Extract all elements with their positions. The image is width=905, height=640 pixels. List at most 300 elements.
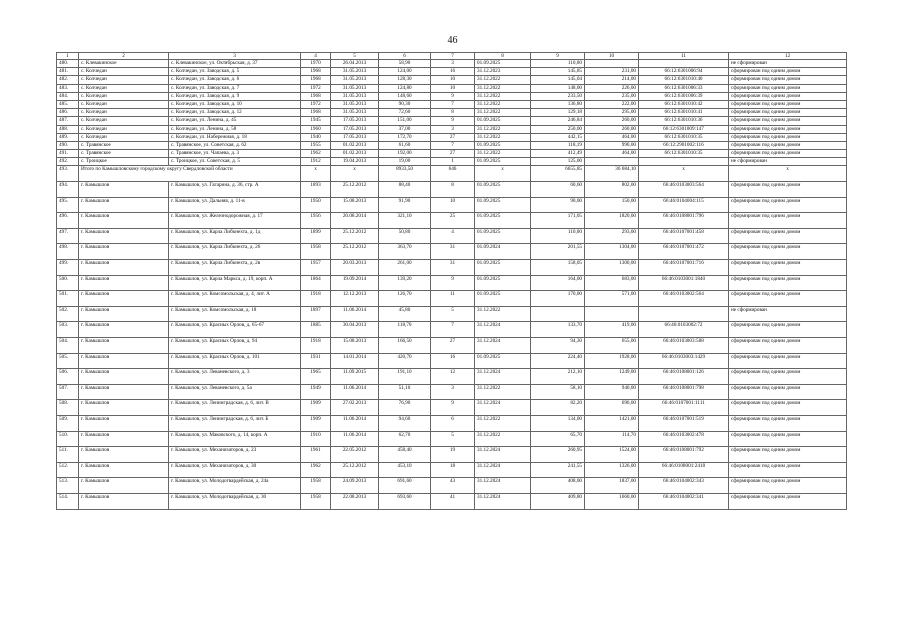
cell-year: 1968	[301, 76, 331, 84]
cell-deadline: 01.09.2025	[475, 228, 531, 244]
cell-deadline: 01.09.2025	[475, 141, 531, 149]
cell-area: 51,10	[379, 384, 431, 400]
column-header: 4	[301, 53, 331, 60]
cell-row-number: 505.	[57, 353, 79, 369]
cell-land-area	[585, 158, 639, 166]
header-row	[57, 53, 847, 60]
cell-deadline: 01.09.2025	[475, 275, 531, 291]
cell-year: 1955	[301, 141, 331, 149]
cell-land-status: сформирован под одним домом	[729, 84, 847, 92]
cell-cost: 224,40	[531, 353, 585, 369]
cell-year: 1957	[301, 260, 331, 276]
cell-land-status: сформирован под одним домом	[729, 447, 847, 463]
cell-locality: с. Колчедан	[79, 117, 169, 125]
cell-land-status: сформирован под одним домом	[729, 100, 847, 108]
cell-cadastral-number: 66:46:0103001:1840	[639, 275, 729, 291]
cell-deadline: 31.12.2022	[475, 109, 531, 117]
column-header: 1	[57, 53, 79, 60]
cell-area: 90,30	[379, 100, 431, 108]
cell-row-number: 513.	[57, 478, 79, 494]
cell-area: 166,50	[379, 337, 431, 353]
cell-cadastral-number: 66:46:0108001:796	[639, 213, 729, 229]
cell-row-number: 492.	[57, 158, 79, 166]
cell-cadastral-number	[639, 158, 729, 166]
cell-locality: г. Камышлов	[79, 322, 169, 338]
cell-year: 1893	[301, 182, 331, 198]
cell-deadline: 31.12.2024	[475, 369, 531, 385]
cell-land-status: сформирован под одним домом	[729, 197, 847, 213]
cell-deadline: 01.09.2024	[475, 244, 531, 260]
cell-locality: г. Камышлов	[79, 275, 169, 291]
cell-date: 25.12.2012	[331, 244, 379, 260]
cell-area: 172,70	[379, 133, 431, 141]
cell-residents: 5	[431, 431, 475, 447]
cell-date: 31.05.2013	[331, 68, 379, 76]
cell-locality: г. Камышлов	[79, 431, 169, 447]
cell-cadastral-number: 66:46:0104002:343	[639, 478, 729, 494]
cell-date: 17.05.2013	[331, 125, 379, 133]
table-row	[57, 76, 847, 84]
table-row	[57, 337, 847, 353]
cell-cadastral-number: 66:12:6301010:40	[639, 76, 729, 84]
cell-cadastral-number: 66:12:6301009:147	[639, 125, 729, 133]
cell-land-status: сформирован под одним домом	[729, 353, 847, 369]
cell-locality: г. Камышлов	[79, 478, 169, 494]
cell-deadline: 31.12.2022	[475, 150, 531, 158]
cell-locality: с. Колчедан	[79, 133, 169, 141]
cell-land-area: 802,00	[585, 182, 639, 198]
cell-residents: 16	[431, 68, 475, 76]
total-cell-c4: х	[301, 166, 331, 182]
cell-cost: 125,00	[531, 158, 585, 166]
cell-land-area: 1421,00	[585, 415, 639, 431]
cell-cost: 148,00	[531, 84, 585, 92]
cell-residents: 11	[431, 291, 475, 307]
cell-year: 1962	[301, 150, 331, 158]
cell-address: с. Клевакинское, ул. Октябрьская, д. 37	[169, 60, 301, 68]
cell-cadastral-number: 66:46:0103003:564	[639, 182, 729, 198]
cell-area: 192,00	[379, 150, 431, 158]
cell-row-number: 485.	[57, 100, 79, 108]
cell-residents: 10	[431, 197, 475, 213]
cell-address: г. Камышлов, ул. Карла Либкнехта, д. 2в	[169, 260, 301, 276]
cell-land-area: 940,00	[585, 384, 639, 400]
table-row	[57, 353, 847, 369]
cell-year: 1962	[301, 462, 331, 478]
cell-cost: 145,85	[531, 68, 585, 76]
cell-row-number: 499.	[57, 260, 79, 276]
cell-area: 128,30	[379, 76, 431, 84]
total-row	[57, 166, 847, 182]
cell-cadastral-number	[639, 60, 729, 68]
cell-land-status: сформирован под одним домом	[729, 150, 847, 158]
cell-date: 01.02.2013	[331, 150, 379, 158]
cell-date: 11.06.2014	[331, 306, 379, 322]
table-row	[57, 306, 847, 322]
cell-land-area: 1928,00	[585, 353, 639, 369]
table-row	[57, 478, 847, 494]
cell-cost: 145,04	[531, 76, 585, 84]
cell-land-status: сформирован под одним домом	[729, 244, 847, 260]
cell-year: 1961	[301, 447, 331, 463]
cell-land-status: не сформирован	[729, 60, 847, 68]
cell-deadline: 31.12.2024	[475, 478, 531, 494]
column-header: 7	[431, 53, 475, 60]
column-header: 9	[531, 53, 585, 60]
cell-area: 19,00	[379, 158, 431, 166]
cell-date: 11.06.2014	[331, 431, 379, 447]
cell-land-area: 1300,00	[585, 260, 639, 276]
cell-cadastral-number: 66:46:0103003:1429	[639, 353, 729, 369]
cell-row-number: 486.	[57, 109, 79, 117]
column-header: 11	[639, 53, 729, 60]
cell-year: 1972	[301, 84, 331, 92]
table-row	[57, 462, 847, 478]
cell-date: 31.05.2013	[331, 92, 379, 100]
cell-locality: г. Камышлов	[79, 384, 169, 400]
cell-cadastral-number: 66:46:0107001:472	[639, 244, 729, 260]
cell-locality: г. Камышлов	[79, 291, 169, 307]
cell-land-status: сформирован под одним домом	[729, 92, 847, 100]
cell-land-area: 1524,00	[585, 447, 639, 463]
cell-residents: 27	[431, 150, 475, 158]
cell-cost: 408,00	[531, 478, 585, 494]
cell-year: 1931	[301, 353, 331, 369]
cell-year: 1897	[301, 306, 331, 322]
cell-residents: 12	[431, 369, 475, 385]
cell-address: с. Колчедан, ул. Заводская, д. 10	[169, 100, 301, 108]
cell-cadastral-number: 66:46:0108001:126	[639, 369, 729, 385]
cell-deadline: 31.12.2022	[475, 415, 531, 431]
cell-year: 1910	[301, 431, 331, 447]
cell-row-number: 498.	[57, 244, 79, 260]
cell-locality: г. Камышлов	[79, 462, 169, 478]
table-row	[57, 291, 847, 307]
cell-residents: 7	[431, 100, 475, 108]
cell-land-area: 464,00	[585, 150, 639, 158]
table-row	[57, 493, 847, 509]
table-row	[57, 117, 847, 125]
cell-address: с. Колчедан, ул. Заводская, д. 9	[169, 92, 301, 100]
cell-year: 1950	[301, 197, 331, 213]
cell-land-area: 222,00	[585, 100, 639, 108]
page-number: 46	[447, 35, 458, 46]
cell-deadline: 01.09.2025	[475, 213, 531, 229]
cell-address: г. Камышлов, ул. Дальняя, д. 11-в	[169, 197, 301, 213]
cell-cadastral-number: 66:12:6301006:94	[639, 68, 729, 76]
cell-residents: 3	[431, 384, 475, 400]
cell-date: 30.04.2013	[331, 322, 379, 338]
cell-locality: с. Травянское	[79, 141, 169, 149]
cell-deadline: 01.09.2025	[475, 353, 531, 369]
cell-cadastral-number: 66:12:6301006:33	[639, 84, 729, 92]
cell-cost: 171,05	[531, 213, 585, 229]
cell-address: г. Камышлов, ул. Железнодорожная, д. 17	[169, 213, 301, 229]
cell-row-number: 495.	[57, 197, 79, 213]
cell-cost: 110,00	[531, 60, 585, 68]
table-row	[57, 109, 847, 117]
cell-area: 148,60	[379, 92, 431, 100]
cell-area: 76,90	[379, 400, 431, 416]
cell-land-area: 1249,00	[585, 369, 639, 385]
cell-cost: 118,19	[531, 141, 585, 149]
cell-land-status: не сформирован	[729, 158, 847, 166]
cell-date: 11.06.2014	[331, 384, 379, 400]
cell-address: с. Колчедан, ул. Ленина, д. 58	[169, 125, 301, 133]
cell-land-area: 231,00	[585, 68, 639, 76]
cell-date: 14.01.2014	[331, 353, 379, 369]
cell-date: 22.08.2013	[331, 493, 379, 509]
cell-land-area: 114,70	[585, 431, 639, 447]
cell-cadastral-number: 66:12:6301006:39	[639, 92, 729, 100]
cell-area: 91,90	[379, 197, 431, 213]
cell-cost: 60,60	[531, 182, 585, 198]
cell-address: г. Камышлов, ул. Комсомольская, д. 4, лит. А	[169, 291, 301, 307]
cell-row-number: 497.	[57, 228, 79, 244]
cell-cadastral-number: 66:12:6301010:42	[639, 100, 729, 108]
cell-residents: 43	[431, 478, 475, 494]
cell-row-number: 507.	[57, 384, 79, 400]
cell-land-area: 260,00	[585, 125, 639, 133]
cell-address: г. Камышлов, ул. Карла Маркса, д. 19, корп. А	[169, 275, 301, 291]
cell-cadastral-number: 66:46:0108001:792	[639, 447, 729, 463]
cell-land-status: сформирован под одним домом	[729, 117, 847, 125]
cell-date: 11.09.2015	[331, 369, 379, 385]
cell-address: с. Колчедан, ул. Заводская, д. 5	[169, 68, 301, 76]
cell-deadline: 01.09.2025	[475, 182, 531, 198]
cell-address: г. Камышлов, ул. Карла Либкнехта, д. 26	[169, 244, 301, 260]
table-row	[57, 150, 847, 158]
cell-locality: г. Камышлов	[79, 493, 169, 509]
cell-land-status: сформирован под одним домом	[729, 322, 847, 338]
cell-land-status: сформирован под одним домом	[729, 478, 847, 494]
cell-row-number: 503.	[57, 322, 79, 338]
cell-cadastral-number: 66:12:2901002:116	[639, 141, 729, 149]
cell-locality: г. Камышлов	[79, 228, 169, 244]
cell-land-area: 1326,00	[585, 462, 639, 478]
cell-land-area: 696,00	[585, 400, 639, 416]
cell-cadastral-number: 66:46:0107001:716	[639, 260, 729, 276]
cell-area: 321,10	[379, 213, 431, 229]
cell-address: г. Камышлов, ул. Ленинградская, д. 6, лит. Б	[169, 415, 301, 431]
cell-deadline: 31.12.2024	[475, 447, 531, 463]
cell-land-area: 683,00	[585, 275, 639, 291]
total-cell-c10: 36 684,10	[585, 166, 639, 182]
cell-cost: 246,84	[531, 117, 585, 125]
cell-cost: 170,00	[531, 291, 585, 307]
column-header: 10	[585, 53, 639, 60]
cell-area: 139,20	[379, 275, 431, 291]
table-row	[57, 158, 847, 166]
cell-deadline: 31.12.2023	[475, 68, 531, 76]
cell-land-area: 1820,00	[585, 213, 639, 229]
cell-deadline: 01.09.2025	[475, 260, 531, 276]
total-cell-c11: х	[639, 166, 729, 182]
cell-cadastral-number	[639, 306, 729, 322]
cell-cost: 129,18	[531, 109, 585, 117]
cell-deadline: 31.12.2024	[475, 337, 531, 353]
cell-address: г. Камышлов, ул. Гагарина, д. 36, стр. А	[169, 182, 301, 198]
cell-row-number: 487.	[57, 117, 79, 125]
cell-cadastral-number: 66:46:0103002:72	[639, 322, 729, 338]
cell-residents: 7	[431, 141, 475, 149]
cell-year: 1960	[301, 125, 331, 133]
cell-land-status: сформирован под одним домом	[729, 260, 847, 276]
cell-address: г. Камышлов, ул. Маковского, д. 14, корп. А	[169, 431, 301, 447]
cell-date: 11.06.2014	[331, 415, 379, 431]
cell-cost: 136,80	[531, 100, 585, 108]
cell-residents: 10	[431, 84, 475, 92]
cell-address: с. Колчедан, ул. Набережная, д. 18	[169, 133, 301, 141]
cell-deadline: 31.12.2022	[475, 431, 531, 447]
cell-area: 62,70	[379, 431, 431, 447]
column-header: 5	[331, 53, 379, 60]
cell-area: 420,70	[379, 353, 431, 369]
table-row	[57, 141, 847, 149]
cell-row-number: 491.	[57, 150, 79, 158]
cell-area: 37,00	[379, 125, 431, 133]
cell-locality: с. Колчедан	[79, 100, 169, 108]
cell-date: 24.09.2013	[331, 478, 379, 494]
cell-address: с. Колчедан, ул. Заводская, д. 6	[169, 76, 301, 84]
cell-cadastral-number: 66:12:6301010:41	[639, 109, 729, 117]
cell-land-status: сформирован под одним домом	[729, 493, 847, 509]
cell-cadastral-number: 66:12:6301010:35	[639, 133, 729, 141]
cell-date: 19.09.2014	[331, 275, 379, 291]
cell-area: 261,00	[379, 260, 431, 276]
cell-date: 22.05.2012	[331, 447, 379, 463]
cell-cadastral-number: 66:46:0107001:458	[639, 228, 729, 244]
cell-cadastral-number: 66:46:0103002:564	[639, 291, 729, 307]
cell-year: 1958	[301, 244, 331, 260]
cell-residents: 27	[431, 337, 475, 353]
cell-deadline: 31.12.2022	[475, 84, 531, 92]
table-row	[57, 197, 847, 213]
cell-land-area	[585, 306, 639, 322]
cell-date: 31.05.2013	[331, 76, 379, 84]
cell-locality: г. Камышлов	[79, 337, 169, 353]
cell-residents: 7	[431, 322, 475, 338]
cell-land-area	[585, 60, 639, 68]
cell-year: 1899	[301, 228, 331, 244]
cell-residents: 9	[431, 400, 475, 416]
cell-residents: 16	[431, 353, 475, 369]
column-header: 3	[169, 53, 301, 60]
cell-deadline: 31.12.2024	[475, 400, 531, 416]
cell-locality: г. Камышлов	[79, 400, 169, 416]
cell-residents: 9	[431, 92, 475, 100]
cell-residents: 31	[431, 244, 475, 260]
cell-land-area: 990,00	[585, 141, 639, 149]
cell-cost: 164,00	[531, 275, 585, 291]
cell-land-area: 293,00	[585, 228, 639, 244]
cell-address: г. Камышлов, ул. Красных Орлов, д. 65-67	[169, 322, 301, 338]
cell-cost: 158,05	[531, 260, 585, 276]
cell-year: 1968	[301, 68, 331, 76]
cell-residents: 8	[431, 182, 475, 198]
cell-address: г. Камышлов, ул. Механизаторов, д. 30	[169, 462, 301, 478]
cell-area: 126,70	[379, 291, 431, 307]
cell-row-number: 512.	[57, 462, 79, 478]
cell-cost: 94,30	[531, 337, 585, 353]
cell-locality: с. Травянское	[79, 150, 169, 158]
table-row	[57, 260, 847, 276]
cell-address: г. Камышлов, ул. Ленинградская, д. 6, лит. В	[169, 400, 301, 416]
cell-land-status: сформирован под одним домом	[729, 384, 847, 400]
cell-area: 191,10	[379, 369, 431, 385]
cell-land-status: сформирован под одним домом	[729, 337, 847, 353]
cell-land-status: сформирован под одним домом	[729, 291, 847, 307]
cell-deadline: 31.12.2022	[475, 133, 531, 141]
cell-locality: с. Колчедан	[79, 76, 169, 84]
cell-deadline: 31.12.2022	[475, 100, 531, 108]
cell-year: 1940	[301, 133, 331, 141]
cell-year: 1956	[301, 213, 331, 229]
cell-locality: г. Камышлов	[79, 197, 169, 213]
cell-cost: 412,49	[531, 150, 585, 158]
table-row	[57, 182, 847, 198]
cell-deadline: 31.12.2024	[475, 462, 531, 478]
total-cell-c12: х	[729, 166, 847, 182]
table-row	[57, 400, 847, 416]
total-cell-num: 493.	[57, 166, 79, 182]
total-cell-c8: х	[475, 166, 531, 182]
table-row	[57, 125, 847, 133]
table-row	[57, 369, 847, 385]
table-row	[57, 447, 847, 463]
cell-land-status: сформирован под одним домом	[729, 76, 847, 84]
cell-year: 1968	[301, 109, 331, 117]
cell-residents: 25	[431, 213, 475, 229]
cell-address: с. Травянское, ул. Чапаева, д. 3	[169, 150, 301, 158]
cell-residents: 31	[431, 260, 475, 276]
cell-residents: 1	[431, 158, 475, 166]
cell-land-status: не сформирован	[729, 306, 847, 322]
cell-year: 1949	[301, 384, 331, 400]
cell-deadline: 31.12.2022	[475, 125, 531, 133]
cell-date: 25.12.2012	[331, 182, 379, 198]
total-cell-c5: х	[331, 166, 379, 182]
cell-deadline: 01.09.2025	[475, 60, 531, 68]
cell-residents: 41	[431, 493, 475, 509]
table-row	[57, 84, 847, 92]
cell-row-number: 496.	[57, 213, 79, 229]
cell-row-number: 514.	[57, 493, 79, 509]
table-row	[57, 68, 847, 76]
cell-row-number: 511.	[57, 447, 79, 463]
cell-year: 1864	[301, 275, 331, 291]
cell-cost: 260,95	[531, 447, 585, 463]
cell-cadastral-number: 66:46:0107001:1111	[639, 400, 729, 416]
cell-address: с. Колчедан, ул. Заводская, д. 7	[169, 84, 301, 92]
cell-date: 15.08.2013	[331, 197, 379, 213]
cell-date: 25.12.2012	[331, 228, 379, 244]
cell-address: г. Камышлов, ул. Молодогвардейская, д. 30	[169, 493, 301, 509]
cell-area: 88,40	[379, 182, 431, 198]
cell-land-status: сформирован под одним домом	[729, 415, 847, 431]
cell-cadastral-number: 66:46:0103002:478	[639, 431, 729, 447]
cell-cost: 65,70	[531, 431, 585, 447]
cell-residents: 4	[431, 228, 475, 244]
cell-land-area: 571,00	[585, 291, 639, 307]
cell-cadastral-number: 66:46:0104002:341	[639, 493, 729, 509]
cell-cost: 58,10	[531, 384, 585, 400]
cell-cost: 442,15	[531, 133, 585, 141]
cell-area: 94,60	[379, 415, 431, 431]
cell-locality: г. Камышлов	[79, 369, 169, 385]
cell-residents: 9	[431, 117, 475, 125]
cell-residents: 3	[431, 60, 475, 68]
